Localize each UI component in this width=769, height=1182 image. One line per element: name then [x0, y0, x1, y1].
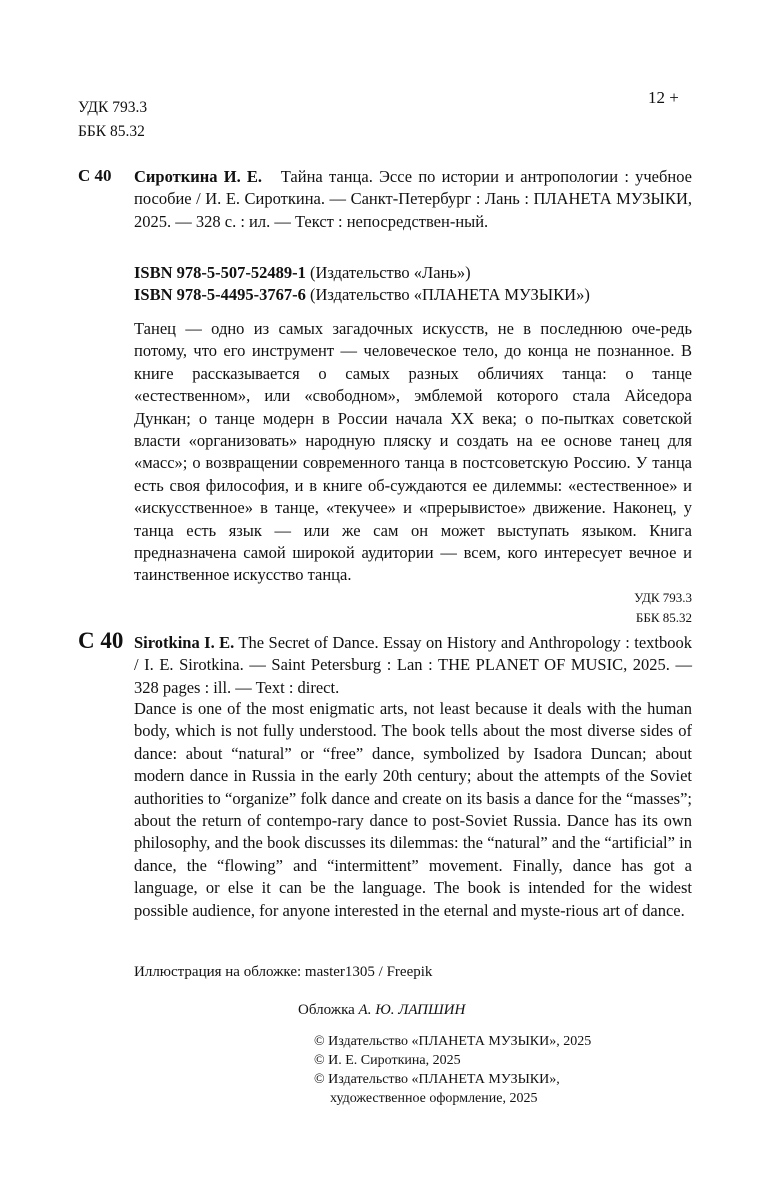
cover-designer: А. Ю. ЛАПШИН — [358, 1002, 466, 1018]
en-annotation: Dance is one of the most enigmatic arts, not least because it deals with the human body, which is not fully understood. The book tells about the most diverse sides of dance: about “natural” or “free” dance, symbolized by Isadora Duncan; about modern dance in Russia in the early 20th century; about the attempts of the Soviet authorities to “organize” folk dance and create on its basis a dance for the “masses”; about the return of contempo-rary dance to post-Soviet Russia. Dance has its own philosophy, and the book discusses its dilemmas: the “natural” and the “artificial” in dance, the “flowing” and “intermittent” movement. Finally, dance has got a language, or else it can be the language. The book is intended for the widest possible audience, for anyone interested in the eternal and myste-rious art of dance. — [134, 699, 692, 920]
isbn-line-lan: ISBN 978-5-507-52489-1 (Издательство «Лань») — [134, 263, 471, 282]
header-udk: УДК 793.3 — [78, 99, 148, 116]
ru-record-bbk: ББК 85.32 — [635, 610, 692, 625]
en-record-author: Sirotkina I. E. — [134, 633, 235, 652]
copyright-block — [314, 1032, 591, 1108]
copyright-line: © И. Е. Сироткина, 2025 — [314, 1053, 461, 1068]
en-record-code: С 40 — [78, 628, 124, 653]
en-record-description — [134, 632, 692, 699]
isbn-block — [134, 262, 714, 307]
header-bbk: ББК 85.32 — [78, 123, 145, 140]
cover-label: Обложка — [298, 1002, 355, 1018]
ru-record-author: Сироткина И. Е. — [134, 167, 263, 186]
ru-annotation: Танец — одно из самых загадочных искусств, не в последнюю оче-редь потому, что его инструмент — человеческое тело, до конца не познанное. В книге рассказывается о самых разных обличиях танца: о танце «естественном», или «свободном», эмблемой которого стала Айседора Дункан; о танце модерн в России начала XX века; о по-пытках советской власти «организовать» народную пляску и создать на ее основе танец для «масс»; о возвращении современного танца в постсоветскую Россию. У танца есть своя философия, и в книге об-суждаются ее дилеммы: «естественное» и «искусственное» в танце, «текучее» и «прерывистое» движение. Наконец, у танца есть язык — или же сам он может выступать языком. Книга предназначена самой широкой аудитории — всем, кого интересует вечное и таинственное искусство танца. — [134, 319, 692, 585]
illustration-credit: Иллюстрация на обложке: master1305 / Freepik — [134, 964, 433, 980]
en-record-title: The Secret of Dance. Essay on History and Anthropology : textbook / I. E. Sirotkina. — Saint Petersburg : Lan : THE PLANET OF MUSIC, 2025. — 328 pages : ill. — Text : direct. — [134, 633, 692, 697]
ru-record-udk: УДК 793.3 — [634, 590, 692, 605]
ru-record-code: С 40 — [78, 166, 112, 185]
ru-record-description — [134, 166, 692, 233]
ru-record-title: Тайна танца. Эссе по истории и антропологии : учебное пособие / И. Е. Сироткина. — Санкт-Петербург : Лань : ПЛАНЕТА МУЗЫКИ, 2025. — 328 с. : ил. — Текст : непосредствен-ный. — [134, 167, 692, 231]
ru-record-index — [600, 588, 692, 628]
copyright-line: © Издательство «ПЛАНЕТА МУЗЫКИ», — [314, 1072, 560, 1087]
copyright-line: художественное оформление, 2025 — [330, 1091, 538, 1106]
copyright-line: © Издательство «ПЛАНЕТА МУЗЫКИ», 2025 — [314, 1034, 592, 1049]
cover-credit — [298, 1002, 465, 1019]
isbn-line-planeta: ISBN 978-5-4495-3767-6 (Издательство «ПЛАНЕТА МУЗЫКИ») — [134, 285, 590, 305]
age-rating: 12 + — [648, 88, 679, 107]
